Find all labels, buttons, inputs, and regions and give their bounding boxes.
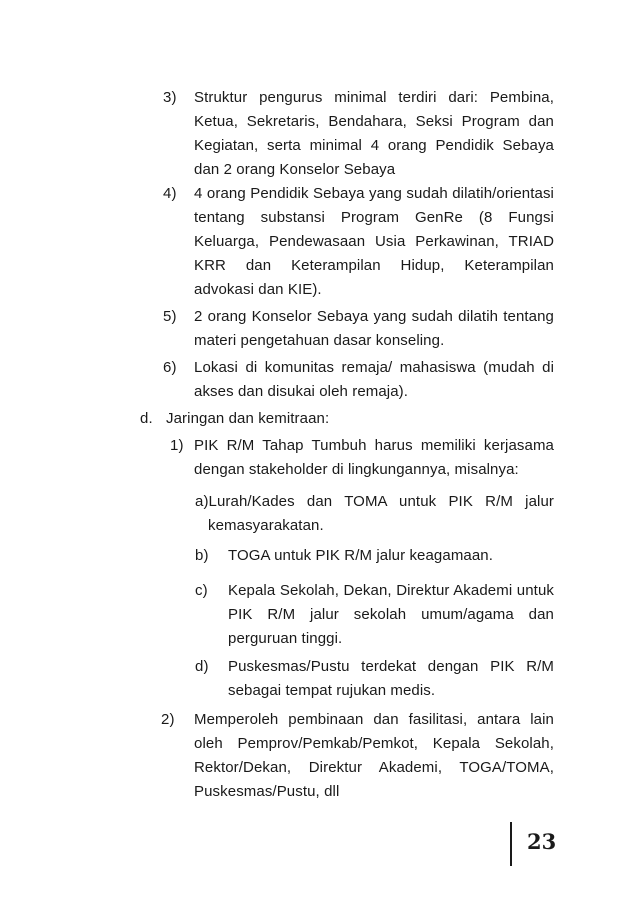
list-text: Struktur pengurus minimal terdiri dari: Pembina, Ketua, Sekretaris, Bendahara, Seksi Program dan Kegiatan, serta minimal 4 orang Pendidik Sebaya dan 2 orang Konselor Sebaya bbox=[194, 89, 554, 178]
page-number: 23 bbox=[527, 829, 557, 854]
list-item-3 bbox=[163, 86, 554, 182]
sub-item-c bbox=[195, 579, 554, 651]
list-item-6 bbox=[163, 356, 554, 404]
list-item-5 bbox=[163, 305, 554, 353]
list-text: 4 orang Pendidik Sebaya yang sudah dilatih/orientasi tentang substansi Program GenRe (8 Fungsi Keluarga, Pendewasaan Usia Perkawinan, TRIAD KRR dan Keterampilan Hidup, Keterampilan advokasi dan KIE). bbox=[194, 185, 554, 298]
section-heading: Jaringan dan kemitraan: bbox=[166, 410, 330, 427]
sub-item-text: Puskesmas/Pustu terdekat dengan PIK R/M sebagai tempat rujukan medis. bbox=[228, 658, 554, 699]
sub-item-a bbox=[195, 490, 554, 538]
sub-item-body: Lurah/Kades dan TOMA untuk PIK R/M jalur kemasyarakatan. bbox=[208, 493, 554, 534]
list-item-4 bbox=[163, 182, 554, 302]
list-number: 1) bbox=[170, 437, 184, 454]
list-number: 6) bbox=[163, 359, 177, 376]
sub-item-text: Kepala Sekolah, Dekan, Direktur Akademi untuk PIK R/M jalur sekolah umum/agama dan perguruan tinggi. bbox=[228, 582, 554, 647]
section-d bbox=[140, 407, 554, 431]
page-number-divider bbox=[510, 822, 512, 866]
sub-item-text bbox=[195, 490, 554, 538]
sub-item-d bbox=[195, 655, 554, 703]
list-text: Lokasi di komunitas remaja/ mahasiswa (mudah di akses dan disukai oleh remaja). bbox=[194, 359, 554, 400]
sub-item-letter: b) bbox=[195, 547, 209, 564]
list-text: 2 orang Konselor Sebaya yang sudah dilatih tentang materi pengetahuan dasar konseling. bbox=[194, 308, 554, 349]
list-number: 3) bbox=[163, 89, 177, 106]
sub-item-text: TOGA untuk PIK R/M jalur keagamaan. bbox=[228, 547, 494, 564]
list-number: 4) bbox=[163, 185, 177, 202]
list-number: 5) bbox=[163, 308, 177, 325]
section-letter: d. bbox=[140, 410, 153, 427]
list-text: Memperoleh pembinaan dan fasilitasi, antara lain oleh Pemprov/Pemkab/Pemkot, Kepala Sekolah, Rektor/Dekan, Direktur Akademi, TOGA/TOMA, Puskesmas/Pustu, dll bbox=[194, 711, 554, 800]
sub-item-letter: c) bbox=[195, 582, 208, 599]
sub-item-letter: d) bbox=[195, 658, 209, 675]
list-text: PIK R/M Tahap Tumbuh harus memiliki kerjasama dengan stakeholder di lingkungannya, misalnya: bbox=[194, 437, 554, 478]
sub-item-letter: a) bbox=[195, 493, 209, 510]
list-item-d1 bbox=[170, 434, 554, 482]
list-item-d2 bbox=[161, 708, 554, 804]
sub-item-b bbox=[195, 544, 554, 568]
list-number: 2) bbox=[161, 711, 175, 728]
